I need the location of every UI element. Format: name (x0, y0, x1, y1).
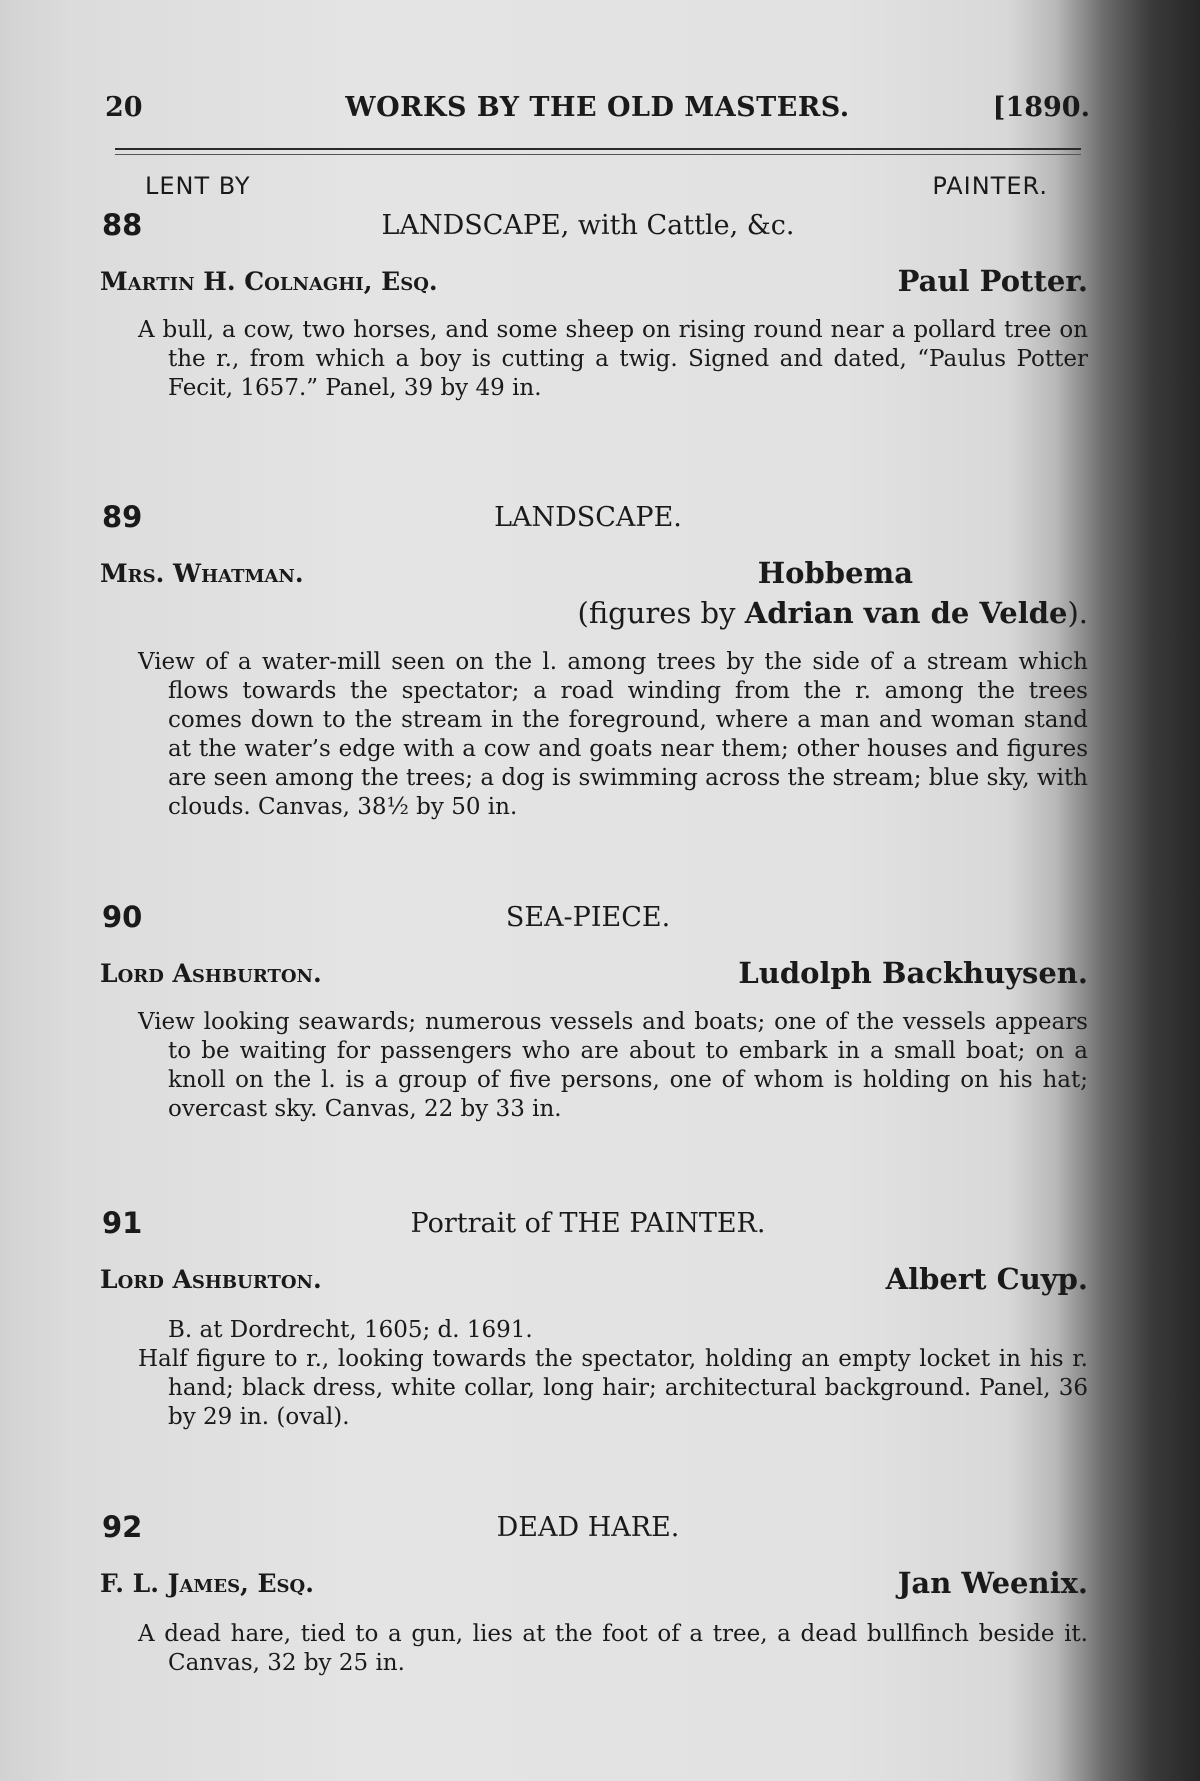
entry-description (138, 648, 1088, 822)
painter-name: Albert Cuyp. (885, 1262, 1088, 1296)
lender-name: Lord Ashburton. (100, 959, 322, 988)
description-text: A dead hare, tied to a gun, lies at the foot of a tree, a dead bullfinch beside it. Canvas, 32 by 25 in. (138, 1621, 1088, 1676)
painter-note (578, 596, 1088, 630)
description-text: Half figure to r., looking towards the spectator, holding an empty locket in his r. hand; black dress, white collar, long hair; architectural background. Panel, 36 by 29 in. (oval). (138, 1346, 1088, 1430)
entry-description (138, 1008, 1088, 1124)
entry-number: 91 (102, 1206, 143, 1240)
header-rule (115, 148, 1081, 150)
entry-number: 89 (102, 500, 143, 534)
header-rule-thin (115, 154, 1081, 155)
running-year: [1890. (992, 92, 1090, 123)
artist-bio: B. at Dordrecht, 1605; d. 1691. (168, 1317, 533, 1343)
page-header (105, 92, 1090, 136)
painter-name: Jan Weenix. (897, 1566, 1088, 1600)
lender-name: Martin H. Colnaghi, Esq. (100, 267, 438, 296)
painter-name: Paul Potter. (897, 264, 1088, 298)
entry-title: LANDSCAPE. (494, 502, 682, 533)
entry-number: 88 (102, 208, 143, 242)
description-text: View of a water-mill seen on the l. among trees by the side of a stream which flows towards the spectator; a road winding from the r. among the trees comes down to the stream in the foreground, where a man and woman stand at the water’s edge with a cow and goats near them; other houses and figures are seen among the trees; a dog is swimming across the stream; blue sky, with clouds. Canvas, 38½ by 50 in. (138, 649, 1088, 820)
lender-name: Mrs. Whatman. (100, 559, 304, 588)
painter-note-suffix: ). (1067, 596, 1088, 630)
entry-description (138, 316, 1088, 403)
entry-title: LANDSCAPE, with Cattle, &c. (381, 210, 795, 241)
lender-name: Lord Ashburton. (100, 1265, 322, 1294)
entry-number: 92 (102, 1510, 143, 1544)
entry-number: 90 (102, 900, 143, 934)
painter-name: Hobbema (757, 556, 913, 590)
lent-by-column-heading: LENT BY (145, 172, 251, 200)
lender-name: F. L. James, Esq. (100, 1569, 314, 1598)
entry-description (138, 1620, 1088, 1678)
painter-column-heading: PAINTER. (932, 172, 1048, 200)
painter-name: Ludolph Backhuysen. (738, 956, 1088, 990)
entry-description (138, 1316, 1088, 1432)
running-title: WORKS BY THE OLD MASTERS. (345, 92, 850, 123)
page-number: 20 (105, 92, 143, 123)
painter-note-prefix: (figures by (577, 596, 736, 630)
entry-title: DEAD HARE. (496, 1512, 680, 1543)
description-text: View looking seawards; numerous vessels and boats; one of the vessels appears to be waiting for passengers who are about to embark in a small boat; on a knoll on the l. is a group of five persons, one of whom is holding on his hat; overcast sky. Canvas, 22 by 33 in. (138, 1009, 1088, 1122)
entry-title: SEA-PIECE. (505, 902, 671, 933)
description-text: A bull, a cow, two horses, and some sheep on rising round near a pollard tree on the r., from which a boy is cutting a twig. Signed and dated, “Paulus Potter Fecit, 1657.” Panel, 39 by 49 in. (138, 317, 1088, 401)
entry-title: Portrait of THE PAINTER. (410, 1208, 766, 1239)
painter-note-name: Adrian van de Velde (744, 596, 1068, 630)
